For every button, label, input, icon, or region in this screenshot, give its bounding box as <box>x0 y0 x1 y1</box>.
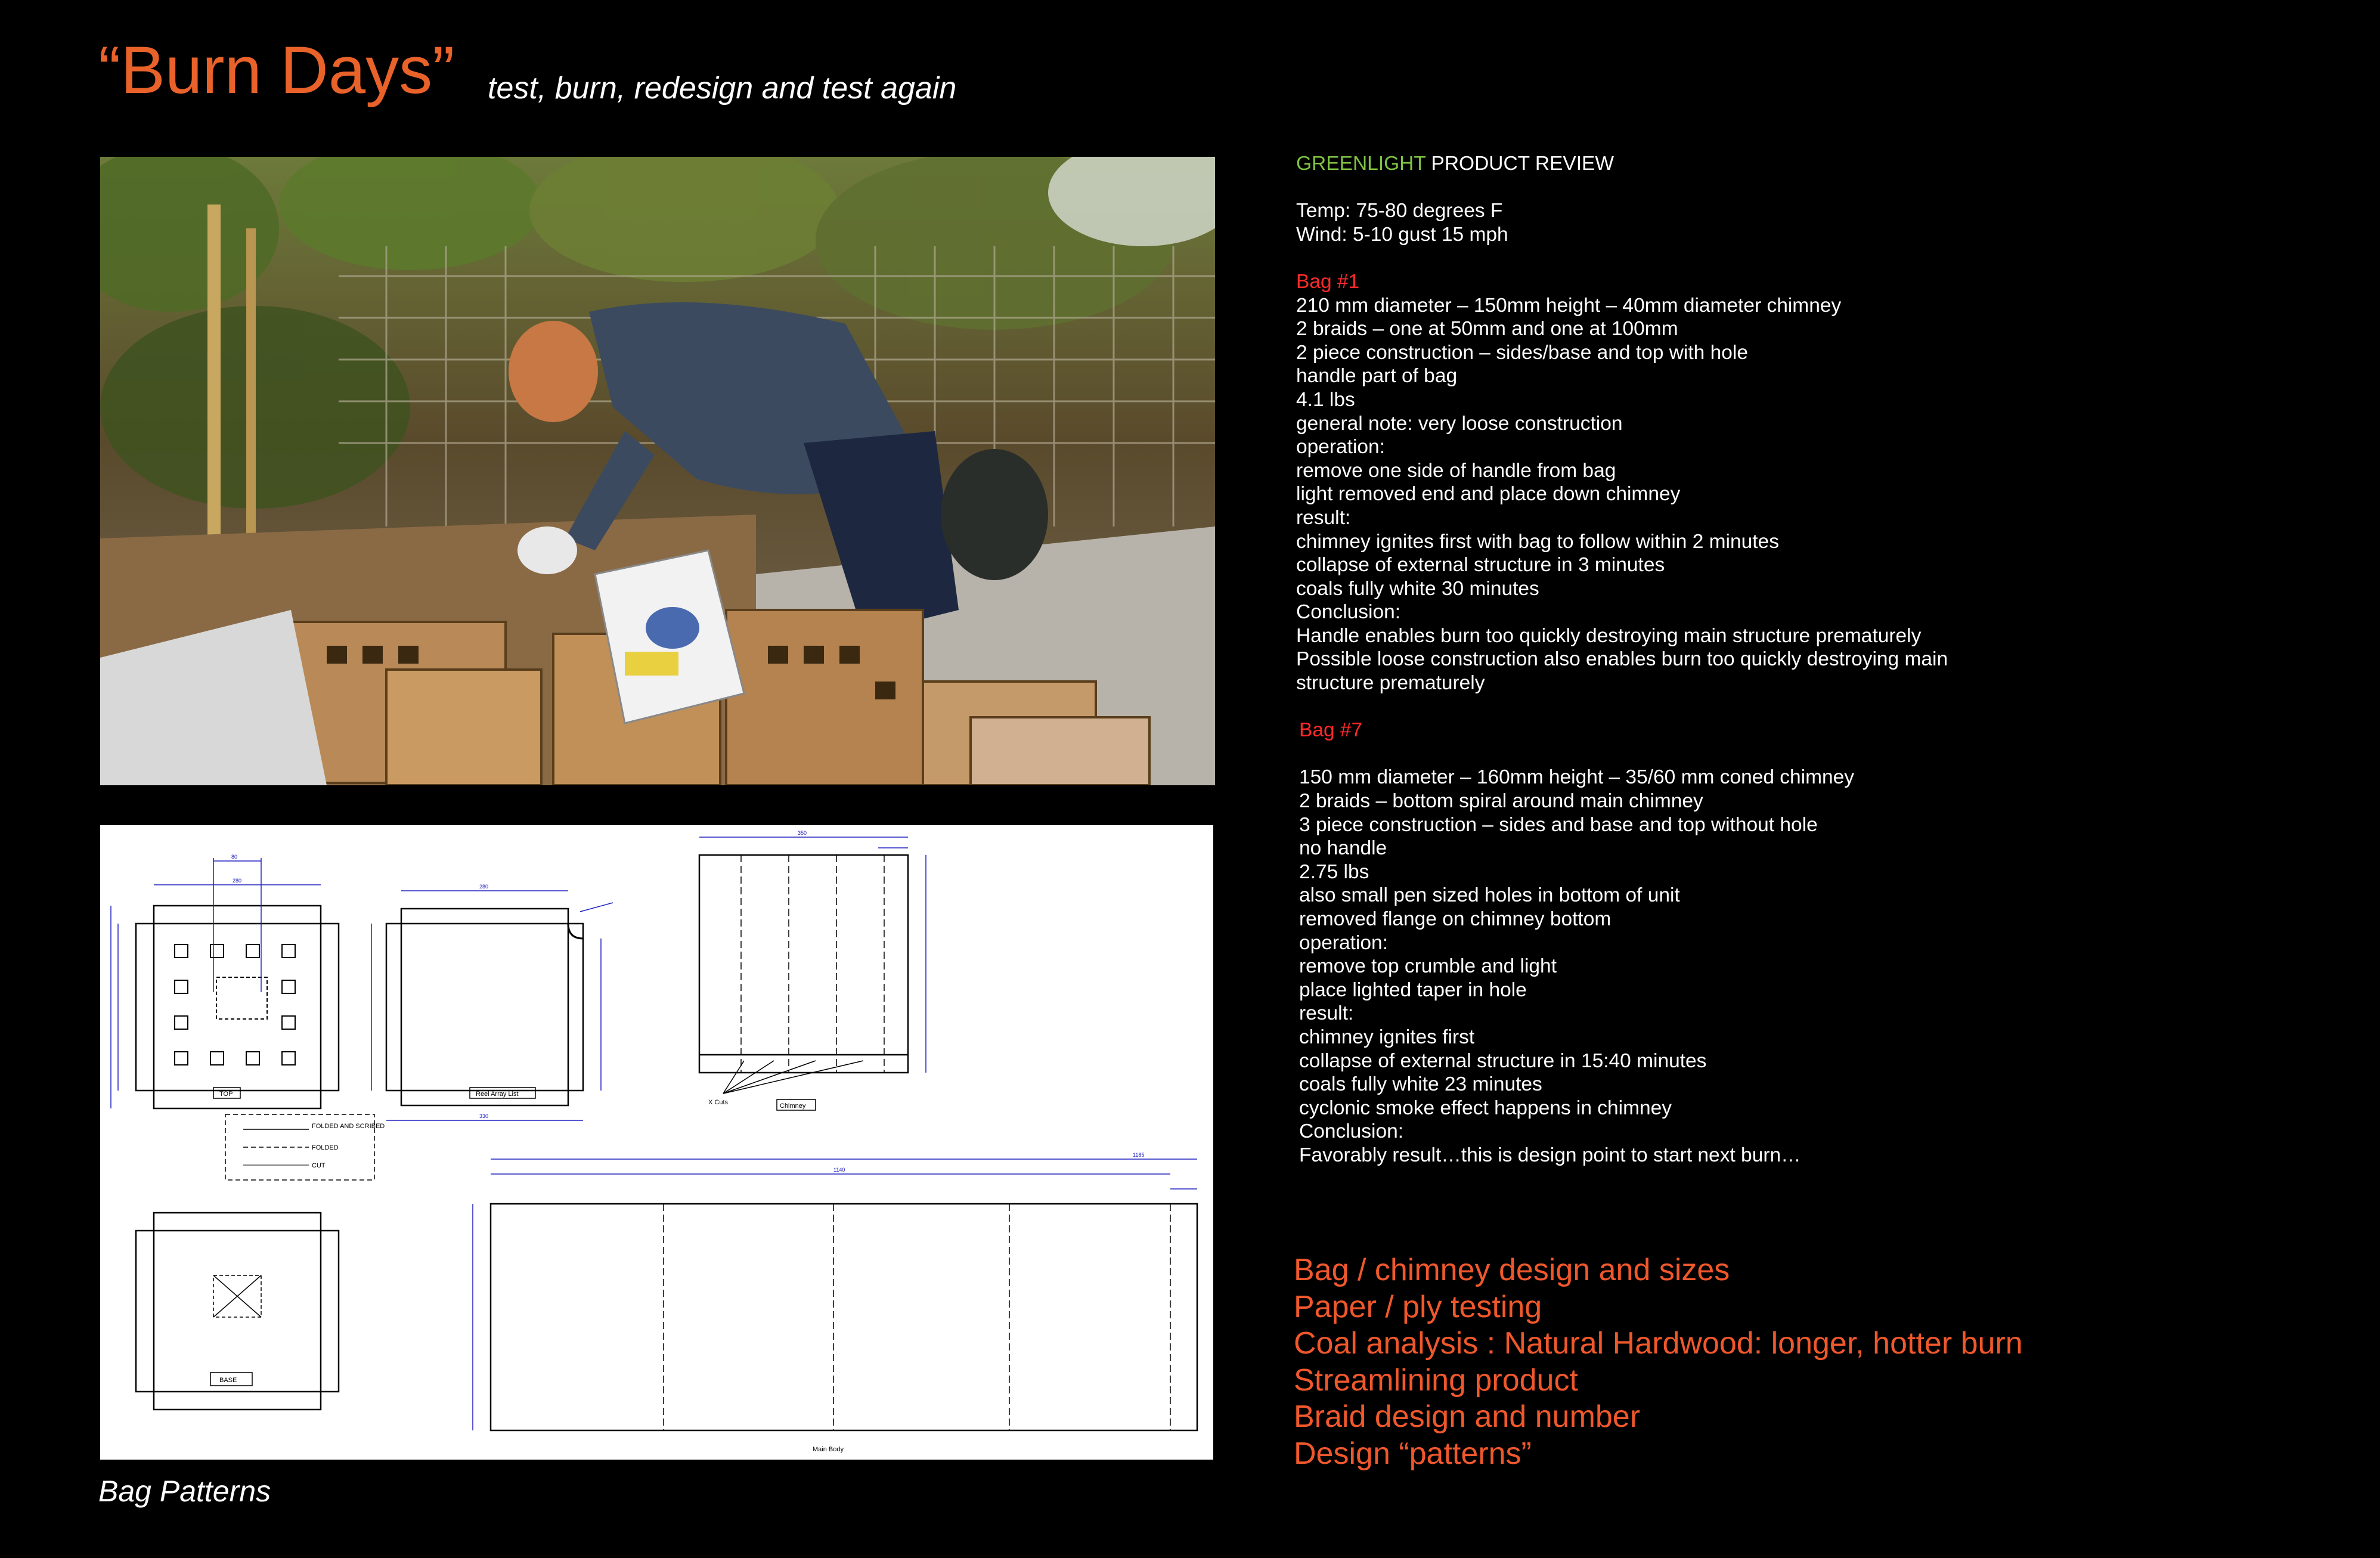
legend-cut: CUT <box>312 1162 326 1169</box>
burn-test-photo <box>100 157 1215 785</box>
main-body-piece <box>491 1204 1197 1430</box>
agenda-item: Braid design and number <box>1294 1399 1641 1434</box>
label-chimney: Chimney <box>780 1102 806 1110</box>
bag7-line: coals fully white 23 minutes <box>1299 1073 1542 1096</box>
bag7-label: Bag #7 <box>1299 719 1363 742</box>
legend-folded: FOLDED <box>312 1144 339 1151</box>
bag7-line: also small pen sized holes in bottom of unit <box>1299 884 1680 907</box>
drawing-caption: Bag Patterns <box>98 1475 271 1508</box>
top-piece <box>136 906 339 1108</box>
bag7-line: 150 mm diameter – 160mm height – 35/60 mm coned chimney <box>1299 766 1855 789</box>
temp-line: Temp: 75-80 degrees F <box>1296 200 1503 222</box>
bag1-line: 210 mm diameter – 150mm height – 40mm diameter chimney <box>1296 294 1842 317</box>
bag1-line: handle part of bag <box>1296 365 1458 388</box>
label-base: BASE <box>219 1377 237 1384</box>
bag1-line: structure prematurely <box>1296 672 1485 695</box>
svg-text:1140: 1140 <box>833 1167 845 1173</box>
bag7-line: Conclusion: <box>1299 1120 1404 1143</box>
bag1-line: light removed end and place down chimney <box>1296 483 1681 506</box>
bag7-line: 3 piece construction – sides and base and top without hole <box>1299 813 1818 836</box>
bag1-line: general note: very loose construction <box>1296 412 1623 435</box>
label-top: TOP <box>219 1091 233 1098</box>
bag7-line: 2 braids – bottom spiral around main chimney <box>1299 790 1703 813</box>
bag1-line: chimney ignites first with bag to follow within 2 minutes <box>1296 530 1779 553</box>
bag1-line: remove one side of handle from bag <box>1296 459 1616 482</box>
agenda-item: Bag / chimney design and sizes <box>1294 1253 1730 1287</box>
bag7-line: removed flange on chimney bottom <box>1299 908 1612 930</box>
label-reel: Reel Array List <box>476 1091 519 1098</box>
bag1-line: operation: <box>1296 436 1385 459</box>
bag1-line: Handle enables burn too quickly destroying main structure prematurely <box>1296 624 1922 647</box>
chimney-piece <box>699 855 908 1073</box>
svg-text:1185: 1185 <box>1133 1152 1145 1158</box>
bag1-line: Conclusion: <box>1296 601 1401 624</box>
bag7-line: remove top crumble and light <box>1299 955 1557 978</box>
base-piece <box>136 1213 339 1410</box>
review-heading: GREENLIGHT PRODUCT REVIEW <box>1296 153 1614 175</box>
bag7-line: cyclonic smoke effect happens in chimney <box>1299 1097 1672 1119</box>
bag7-line: operation: <box>1299 931 1388 954</box>
bag-pattern-drawing <box>100 825 1213 1460</box>
bag1-line: Possible loose construction also enables burn too quickly destroying main <box>1296 648 1948 671</box>
bag1-line: 2 piece construction – sides/base and top with hole <box>1296 341 1748 364</box>
svg-text:330: 330 <box>479 1113 489 1119</box>
bag7-section <box>1299 718 2310 1166</box>
label-cuts: X Cuts <box>708 1099 729 1106</box>
agenda-item: Streamlining product <box>1294 1362 1578 1398</box>
svg-text:280: 280 <box>479 884 489 890</box>
bag1-line: 4.1 lbs <box>1296 388 1355 411</box>
legend-folded-scribed: FOLDED AND SCRIBED <box>312 1123 385 1130</box>
svg-text:350: 350 <box>798 830 807 836</box>
bag7-line: place lighted taper in hole <box>1299 978 1527 1001</box>
bag1-line: collapse of external structure in 3 minutes <box>1296 554 1665 577</box>
bag1-label: Bag #1 <box>1296 270 1360 293</box>
bag1-line: result: <box>1296 506 1351 529</box>
agenda-item: Paper / ply testing <box>1294 1289 1542 1324</box>
page-title: “Burn Days” <box>98 33 455 107</box>
wind-line: Wind: 5-10 gust 15 mph <box>1296 223 1508 246</box>
reel-piece <box>386 909 583 1105</box>
next-steps-list <box>1294 1252 2023 1472</box>
bag7-line: collapse of external structure in 15:40 minutes <box>1299 1049 1707 1072</box>
label-main-body: Main Body <box>813 1446 844 1453</box>
page-subtitle: test, burn, redesign and test again <box>488 71 957 106</box>
agenda-item: Coal analysis : Natural Hardwood: longer, hotter burn <box>1294 1326 2023 1361</box>
bag7-line: result: <box>1299 1002 1354 1025</box>
bag1-line: 2 braids – one at 50mm and one at 100mm <box>1296 318 1678 340</box>
brand-name: GREENLIGHT <box>1296 153 1426 175</box>
svg-text:280: 280 <box>233 878 242 884</box>
svg-text:80: 80 <box>231 854 238 860</box>
bag7-line: 2.75 lbs <box>1299 860 1369 883</box>
bag7-line: chimney ignites first <box>1299 1026 1475 1048</box>
bag7-line: Favorably result…this is design point to start next burn… <box>1299 1144 1801 1166</box>
bag1-line: coals fully white 30 minutes <box>1296 577 1539 600</box>
agenda-item: Design “patterns” <box>1294 1436 1532 1471</box>
product-review <box>1296 152 2310 1166</box>
bag7-line: no handle <box>1299 837 1387 860</box>
